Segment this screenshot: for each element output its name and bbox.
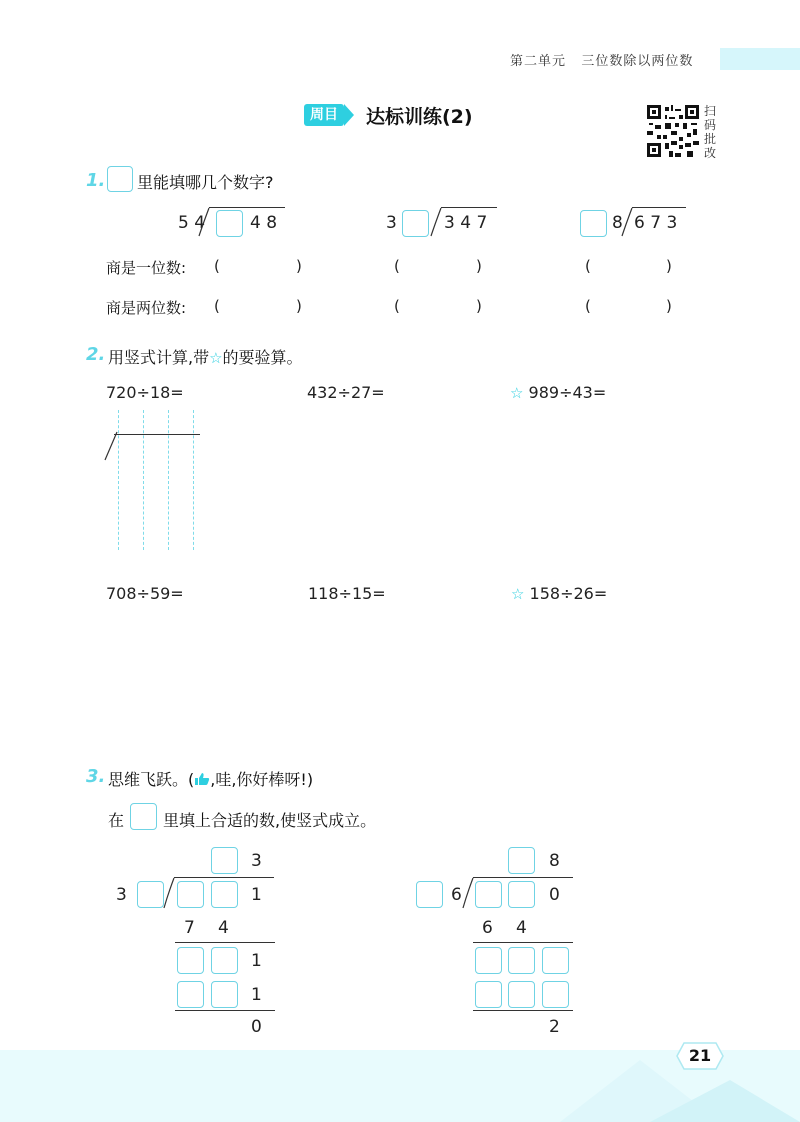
header-unit: 第二单元 三位数除以两位数 bbox=[510, 54, 694, 69]
answer-paren-close: ) bbox=[666, 297, 672, 315]
q1b-divisor: 3 bbox=[386, 213, 397, 233]
puzzle-blank[interactable] bbox=[508, 981, 535, 1008]
puzzle-blank[interactable] bbox=[211, 981, 238, 1008]
divisor-digit: 3 bbox=[116, 885, 127, 905]
q2-expr-4: 708÷59= bbox=[106, 584, 184, 603]
star-icon: ☆ bbox=[510, 384, 524, 402]
puzzle-blank[interactable] bbox=[211, 847, 238, 874]
division-bar bbox=[632, 207, 686, 208]
q3-instruction: 在 bbox=[108, 811, 125, 830]
division-bar bbox=[473, 877, 573, 878]
page-number: 21 bbox=[688, 1046, 712, 1065]
q3-number: 3. bbox=[86, 766, 106, 787]
badge-arrow bbox=[344, 104, 354, 126]
week-badge: 周目 bbox=[304, 104, 344, 126]
subtraction-line bbox=[473, 1010, 573, 1011]
answer-paren-open: ( bbox=[585, 297, 591, 315]
q3-instruction-b: 里填上合适的数,使竖式成立。 bbox=[163, 811, 377, 830]
q1c-dividend: 6 7 3 bbox=[634, 213, 678, 233]
q1-row2-label: 商是两位数: bbox=[106, 299, 187, 317]
q1a-blank[interactable] bbox=[216, 210, 243, 237]
puzzle-blank[interactable] bbox=[177, 881, 204, 908]
remainder-digit: 1 bbox=[251, 951, 262, 971]
product-digit: 1 bbox=[251, 985, 262, 1005]
q1a-divisor: 5 4 bbox=[178, 213, 206, 233]
product-digit: 4 bbox=[218, 918, 229, 938]
division-bar bbox=[441, 207, 497, 208]
q1c-divisor: 8 bbox=[612, 213, 623, 233]
q1c-blank[interactable] bbox=[580, 210, 607, 237]
puzzle-blank[interactable] bbox=[137, 881, 164, 908]
q1-row1-label: 商是一位数: bbox=[106, 259, 187, 277]
final-remainder: 0 bbox=[251, 1017, 262, 1037]
answer-paren-close: ) bbox=[476, 297, 482, 315]
star-icon: ☆ bbox=[209, 349, 223, 367]
puzzle-blank[interactable] bbox=[177, 981, 204, 1008]
guide-dash-line bbox=[143, 410, 144, 550]
puzzle-blank[interactable] bbox=[508, 881, 535, 908]
header-band bbox=[720, 48, 800, 70]
puzzle-blank[interactable] bbox=[508, 947, 535, 974]
answer-paren-open: ( bbox=[394, 297, 400, 315]
answer-paren-open: ( bbox=[214, 257, 220, 275]
division-bracket bbox=[620, 206, 634, 238]
qr-code-icon[interactable] bbox=[645, 103, 701, 159]
q2-expr-5: 118÷15= bbox=[308, 584, 386, 603]
q2-expr-6: ☆ 158÷26= bbox=[511, 584, 608, 603]
dividend-last-digit: 1 bbox=[251, 885, 262, 905]
puzzle-blank[interactable] bbox=[211, 881, 238, 908]
answer-paren-open: ( bbox=[585, 257, 591, 275]
puzzle-blank[interactable] bbox=[508, 847, 535, 874]
division-bracket bbox=[461, 876, 475, 910]
division-bracket bbox=[162, 876, 176, 910]
puzzle-blank[interactable] bbox=[475, 981, 502, 1008]
answer-paren-close: ) bbox=[476, 257, 482, 275]
q2-number: 2. bbox=[86, 344, 106, 365]
guide-dash-line bbox=[193, 410, 194, 550]
answer-paren-open: ( bbox=[214, 297, 220, 315]
q2-expr-3: ☆ 989÷43= bbox=[510, 383, 607, 402]
puzzle-blank[interactable] bbox=[211, 947, 238, 974]
guide-dash-line bbox=[168, 410, 169, 550]
star-icon: ☆ bbox=[511, 585, 525, 603]
product-digit: 7 bbox=[184, 918, 195, 938]
q1-text: 里能填哪几个数字? bbox=[137, 173, 274, 192]
q1b-dividend: 3 4 7 bbox=[444, 213, 488, 233]
division-bar bbox=[114, 434, 200, 435]
subtraction-line bbox=[175, 942, 275, 943]
puzzle-blank[interactable] bbox=[475, 881, 502, 908]
puzzle-blank[interactable] bbox=[542, 947, 569, 974]
puzzle-blank[interactable] bbox=[416, 881, 443, 908]
puzzle-blank[interactable] bbox=[542, 981, 569, 1008]
q1-number: 1. bbox=[86, 170, 106, 191]
dividend-last-digit: 0 bbox=[549, 885, 560, 905]
q2-text: 用竖式计算,带☆的要验算。 bbox=[108, 348, 303, 367]
q1-blank-box-sample bbox=[107, 166, 133, 192]
answer-paren-open: ( bbox=[394, 257, 400, 275]
q1-heading bbox=[86, 170, 105, 191]
subtraction-line bbox=[473, 942, 573, 943]
answer-paren-close: ) bbox=[296, 257, 302, 275]
divisor-digit: 6 bbox=[451, 885, 462, 905]
answer-paren-close: ) bbox=[296, 297, 302, 315]
final-remainder: 2 bbox=[549, 1017, 560, 1037]
thumbs-up-icon bbox=[194, 772, 210, 786]
division-bracket bbox=[429, 206, 443, 238]
q2-expr-1: 720÷18= bbox=[106, 383, 184, 402]
division-bracket bbox=[103, 430, 119, 464]
quotient-digit: 8 bbox=[549, 851, 560, 871]
quotient-digit: 3 bbox=[251, 851, 262, 871]
product-digit: 6 bbox=[482, 918, 493, 938]
q1b-blank[interactable] bbox=[402, 210, 429, 237]
division-bar bbox=[209, 207, 285, 208]
answer-paren-close: ) bbox=[666, 257, 672, 275]
q3-blank-box-sample bbox=[130, 803, 157, 830]
puzzle-blank[interactable] bbox=[475, 947, 502, 974]
q2-expr-2: 432÷27= bbox=[307, 383, 385, 402]
division-bar bbox=[174, 877, 274, 878]
q1a-dividend: 4 8 bbox=[250, 213, 278, 233]
q3-text: 思维飞跃。( ,哇,你好棒呀!) bbox=[108, 770, 314, 789]
product-digit: 4 bbox=[516, 918, 527, 938]
subtraction-line bbox=[175, 1010, 275, 1011]
guide-dash-line bbox=[118, 410, 119, 550]
page-title: 达标训练(2) bbox=[366, 106, 473, 128]
puzzle-blank[interactable] bbox=[177, 947, 204, 974]
qr-label: 扫 码 批 改 bbox=[704, 104, 717, 160]
division-bracket bbox=[197, 206, 211, 238]
